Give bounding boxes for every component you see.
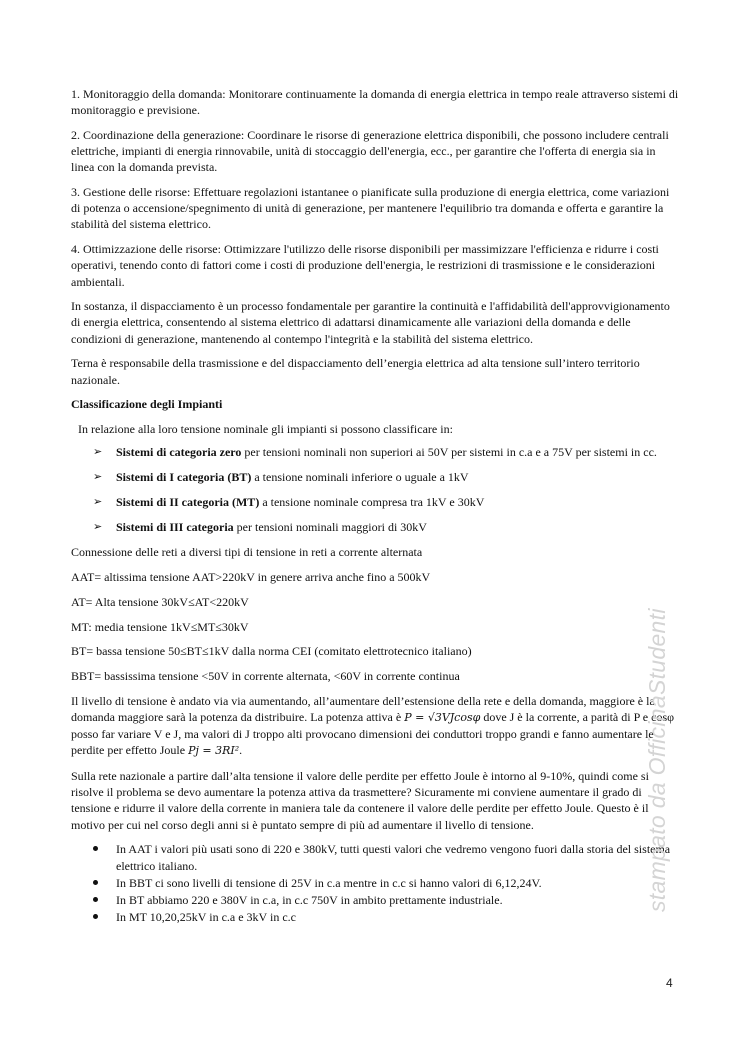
page-number: 4 — [666, 976, 673, 990]
list-item — [71, 469, 679, 485]
list-item — [71, 892, 679, 908]
paragraph-coordinazione: 2. Coordinazione della generazione: Coordinare le risorse di generazione elettrica disponibili, che possono includere centrali elettriche, impianti di energia rinnovabile, unità di stoccaggio dell'energia, ecc., per garantire che l'offerta di energia sia in linea con la domanda prevista. — [71, 127, 669, 175]
category-name: Sistemi di categoria zero — [116, 444, 242, 459]
category-description: a tensione nominali inferiore o uguale a 1kV — [251, 469, 469, 484]
list-item-text: In BBT ci sono livelli di tensione di 25V in c.a mentre in c.c si hanno valori di 6,12,24V. — [116, 875, 542, 890]
document-body — [71, 86, 679, 926]
category-name: Sistemi di I categoria (BT) — [116, 469, 252, 484]
arrow-bullet-icon: ➢ — [93, 495, 103, 509]
arrow-bullet-icon: ➢ — [93, 469, 103, 483]
power-text-1: Il livello di tensione è andato via via aumentando, all’aumentare dell’estensione della rete e della domanda, maggiore è la domanda maggiore sarà la potenza da distribuire. La potenza attiva è — [71, 693, 655, 724]
voltage-connection-line: Connessione delle reti a diversi tipi di tensione in reti a corrente alternata — [71, 545, 423, 560]
list-item-text: In AAT i valori più usati sono di 220 e 380kV, tutti questi valori che vedremo vengono fuori dalla storia del sistema elettrico italiano. — [116, 842, 671, 873]
list-item — [71, 909, 679, 925]
paragraph-ottimizzazione: 4. Ottimizzazione delle risorse: Ottimizzare l'utilizzo delle risorse disponibili per massimizzare l'efficienza e ridurre i costi operativi, tenendo conto di fattori come i costi di produzione dell'energia, le restrizioni di trasmissione e le considerazioni ambientali. — [71, 242, 659, 289]
bullet-dot-icon — [93, 897, 98, 902]
voltage-aat-line: AAT= altissima tensione AAT>220kV in genere arriva anche fino a 500kV — [71, 570, 431, 585]
voltage-mt-line: MT: media tensione 1kV≤MT≤30kV — [71, 619, 249, 634]
classification-intro: In relazione alla loro tensione nominale gli impianti si possono classificare in: — [78, 422, 453, 437]
bullet-dot-icon — [93, 914, 98, 919]
list-item-text: In BT abbiamo 220 e 380V in c.a, in c.c 750V in ambito prettamente industriale. — [116, 892, 503, 907]
category-name: Sistemi di III categoria — [116, 520, 234, 535]
section-title: Classificazione degli Impianti — [71, 397, 223, 412]
category-description: per tensioni nominali maggiori di 30kV — [233, 520, 427, 535]
voltage-at-line: AT= Alta tensione 30kV≤AT<220kV — [71, 594, 249, 609]
formula-active-power: P = √3VJcosφ — [404, 710, 481, 724]
paragraph-joule: Sulla rete nazionale a partire dall’alta tensione il valore delle perdite per effetto Joule è intorno al 9-10%, quindi come si risolve il problema se devo aumentare la potenza attiva da trasmettere? Sicuramente mi conviene aumentare il grado di tensione e ridurre il valore della corrente in maniera tale da contenere il valore delle perdite per effetto Joule. Questo è il motivo per cui nel corso degli anni si è puntato sempre di più ad aumentare il livello di tensione. — [71, 769, 649, 832]
paragraph-monitoraggio: 1. Monitoraggio della domanda: Monitorare continuamente la domanda di energia elettrica in tempo reale attraverso sistemi di monitoraggio e previsione. — [71, 87, 679, 118]
watermark: stampato da OfficinaStudenti — [644, 608, 670, 912]
formula-joule-loss: Pj = 3RI² — [188, 744, 240, 758]
category-name: Sistemi di II categoria (MT) — [116, 495, 260, 510]
arrow-bullet-icon: ➢ — [93, 444, 103, 458]
list-item — [71, 841, 679, 873]
power-text-3: . — [239, 743, 243, 758]
category-list — [71, 444, 679, 536]
category-description: a tensione nominale compresa tra 1kV e 30kV — [259, 495, 485, 510]
list-item — [71, 875, 679, 891]
list-item-text: In MT 10,20,25kV in c.a e 3kV in c.c — [116, 910, 296, 925]
voltage-bt-line: BT= bassa tensione 50≤BT≤1kV dalla norma CEI (comitato elettrotecnico italiano) — [71, 644, 472, 659]
arrow-bullet-icon: ➢ — [93, 520, 103, 534]
voltage-bbt-line: BBT= bassissima tensione <50V in corrente alternata, <60V in corrente continua — [71, 668, 460, 683]
paragraph-terna: Terna è responsabile della trasmissione e del dispacciamento dell’energia elettrica ad alta tensione sull’intero territorio nazionale. — [71, 356, 640, 387]
power-text-2: dove J è la corrente, a parità di P e cosφ posso far variare V e J, ma valori di J troppo alti provocano dimensioni dei conduttori troppo grandi e fanno aumentare le perdite per effetto Joule — [71, 709, 675, 758]
category-description: per tensioni nominali non superiori ai 50V per sistemi in c.a e a 75V per sistemi in cc. — [241, 444, 657, 459]
voltage-values-list — [71, 841, 679, 925]
bullet-dot-icon — [93, 846, 98, 851]
list-item — [71, 444, 679, 460]
bullet-dot-icon — [93, 880, 98, 885]
paragraph-sostanza: In sostanza, il dispacciamento è un processo fondamentale per garantire la continuità e l'affidabilità dell'approvvigionamento di energia elettrica, consentendo al sistema elettrico di adattarsi dinamicamente alle variazioni della domanda e delle condizioni di generazione, mantenendo al contempo l'integrità e la stabilità del sistema elettrico. — [71, 299, 670, 346]
list-item — [71, 519, 679, 535]
list-item — [71, 494, 679, 510]
paragraph-gestione: 3. Gestione delle risorse: Effettuare regolazioni istantanee o pianificate sulla produzione di energia elettrica, come variazioni di potenza o accensione/spegnimento di unità di generazione, per mantenere l'equilibrio tra domanda e offerta e garantire la stabilità del sistema elettrico. — [71, 185, 670, 232]
paragraph-power — [71, 693, 679, 760]
